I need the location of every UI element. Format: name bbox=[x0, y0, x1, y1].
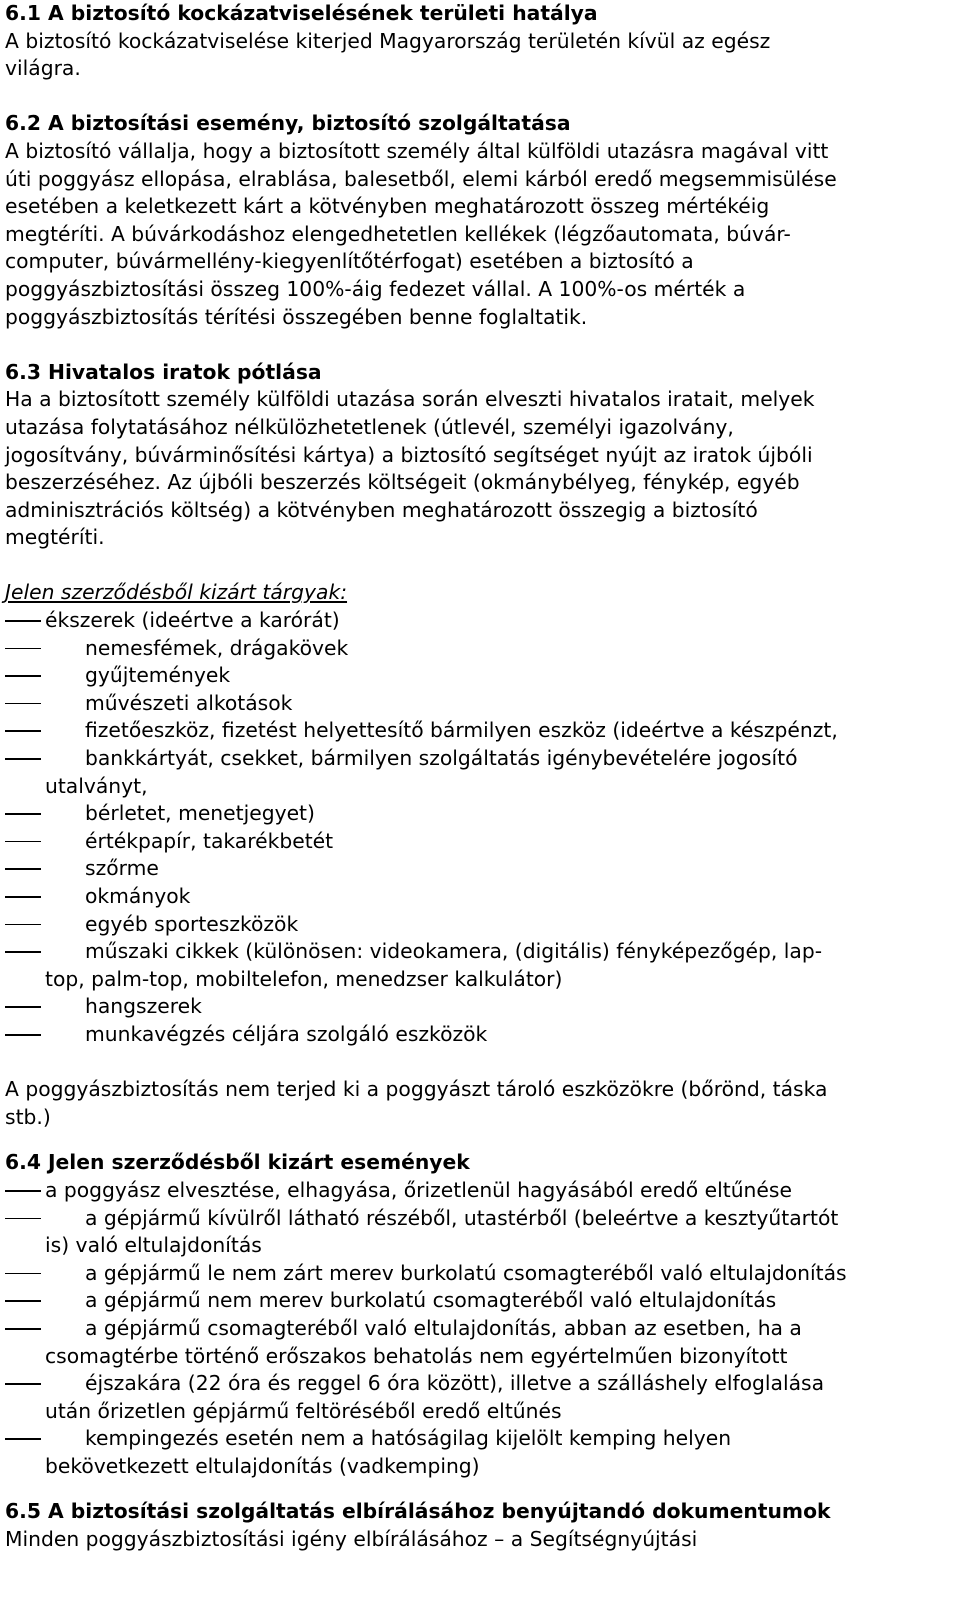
excluded-items-section bbox=[5, 579, 950, 1131]
list-item bbox=[5, 1425, 950, 1453]
list-item-continuation: után őrizetlen gépjármű feltöréséből eredő eltűnés bbox=[45, 1398, 562, 1423]
paragraph-line: poggyászbiztosítás térítési összegében benne foglaltatik. bbox=[5, 304, 588, 329]
list-item-text: a gépjármű le nem zárt merev burkolatú csomagteréből való eltulajdonítás bbox=[85, 1260, 847, 1285]
paragraph-line: esetében a keletkezett kárt a kötvényben meghatározott összeg mértékéig bbox=[5, 194, 770, 219]
list-item-text: a gépjármű nem merev burkolatú csomagteréből való eltulajdonítás bbox=[85, 1288, 777, 1313]
spacer bbox=[5, 1049, 950, 1077]
list-item-text: hangszerek bbox=[85, 994, 202, 1019]
list-item bbox=[5, 1205, 950, 1233]
dash-bullet-icon bbox=[5, 1438, 41, 1440]
dash-bullet-icon bbox=[5, 841, 41, 843]
section-6-1 bbox=[5, 0, 950, 83]
paragraph-line: Minden poggyászbiztosítási igény elbírálásához – a Segítségnyújtási bbox=[5, 1527, 698, 1552]
list-item bbox=[5, 993, 950, 1021]
list-item-text: nemesfémek, drágakövek bbox=[85, 635, 349, 660]
dash-bullet-icon bbox=[5, 703, 41, 705]
paragraph-line: jogosítvány, búvárminősítési kártya) a biztosító segítséget nyújt az iratok újbóli bbox=[5, 442, 813, 467]
paragraph-line: világra. bbox=[5, 56, 81, 81]
list-item-text: művészeti alkotások bbox=[85, 690, 293, 715]
list-item-text: szőrme bbox=[85, 856, 159, 881]
dash-bullet-icon bbox=[5, 1006, 41, 1008]
list-item-text: munkavégzés céljára szolgáló eszközök bbox=[85, 1021, 488, 1046]
list-item-text: gyűjtemények bbox=[85, 663, 231, 688]
paragraph-line: computer, búvármellény-kiegyenlítőtérfogat) esetében a biztosító a bbox=[5, 249, 694, 274]
dash-bullet-icon bbox=[5, 1218, 41, 1220]
dash-bullet-icon bbox=[5, 1273, 41, 1275]
dash-bullet-icon bbox=[5, 868, 41, 870]
paragraph-line: A biztosító kockázatviselése kiterjed Magyarország területén kívül az egész bbox=[5, 28, 771, 53]
list-item bbox=[5, 1021, 950, 1049]
paragraph-line: utazása folytatásához nélkülözhetetlenek (útlevél, személyi igazolvány, bbox=[5, 414, 734, 439]
list-item-text: kempingezés esetén nem a hatóságilag kijelölt kemping helyen bbox=[85, 1426, 732, 1451]
dash-bullet-icon bbox=[5, 730, 41, 732]
section-6-5 bbox=[5, 1498, 950, 1553]
dash-bullet-icon bbox=[5, 1034, 41, 1036]
list-item bbox=[5, 1177, 950, 1205]
section-6-4-heading: 6.4 Jelen szerződésből kizárt események bbox=[5, 1150, 470, 1175]
paragraph-line: megtéríti. bbox=[5, 525, 105, 550]
list-item-text: bérletet, menetjegyet) bbox=[85, 801, 315, 826]
section-6-3-heading: 6.3 Hivatalos iratok pótlása bbox=[5, 359, 322, 384]
list-item-text: éjszakára (22 óra és reggel 6 óra között), illetve a szálláshely elfoglalása bbox=[85, 1371, 825, 1396]
section-6-4 bbox=[5, 1149, 950, 1480]
dash-bullet-icon bbox=[5, 1328, 41, 1330]
list-item bbox=[5, 662, 950, 690]
spacer bbox=[5, 1480, 950, 1498]
paragraph-line: adminisztrációs költség) a kötvényben meghatározott összegig a biztosító bbox=[5, 497, 758, 522]
list-item bbox=[5, 745, 950, 773]
list-item bbox=[5, 607, 950, 635]
dash-bullet-icon bbox=[5, 1190, 41, 1192]
list-item-text: bankkártyát, csekket, bármilyen szolgáltatás igénybevételére jogosító bbox=[85, 746, 798, 771]
list-item-text: okmányok bbox=[85, 884, 191, 908]
list-item-continuation: is) való eltulajdonítás bbox=[45, 1233, 262, 1258]
document-page bbox=[5, 0, 950, 1554]
list-item bbox=[5, 828, 950, 856]
dash-bullet-icon bbox=[5, 1383, 41, 1385]
list-item bbox=[5, 635, 950, 663]
note-line: stb.) bbox=[5, 1104, 51, 1129]
list-item bbox=[5, 855, 950, 883]
spacer bbox=[5, 1131, 950, 1149]
list-item bbox=[5, 1260, 950, 1288]
section-6-5-heading: 6.5 A biztosítási szolgáltatás elbírálásához benyújtandó dokumentumok bbox=[5, 1499, 831, 1524]
list-item-text: műszaki cikkek (különösen: videokamera, (digitális) fényképezőgép, lap- bbox=[85, 939, 823, 964]
paragraph-line: A biztosító vállalja, hogy a biztosított személy által külföldi utazásra magával vitt bbox=[5, 138, 829, 163]
list-item bbox=[5, 938, 950, 966]
note-line: A poggyászbiztosítás nem terjed ki a poggyászt tároló eszközökre (bőrönd, táska bbox=[5, 1077, 828, 1102]
spacer bbox=[5, 83, 950, 111]
paragraph-line: úti poggyász ellopása, elrablása, balesetből, elemi kárból eredő megsemmisülése bbox=[5, 166, 837, 191]
dash-bullet-icon bbox=[5, 758, 41, 760]
list-item-text: a gépjármű csomagteréből való eltulajdonítás, abban az esetben, ha a bbox=[85, 1315, 802, 1340]
section-6-2 bbox=[5, 110, 950, 331]
dash-bullet-icon bbox=[5, 951, 41, 953]
paragraph-line: beszerzéséhez. Az újbóli beszerzés költségeit (okmánybélyeg, fénykép, egyéb bbox=[5, 470, 800, 495]
list-item-text: egyéb sporteszközök bbox=[85, 911, 299, 936]
dash-bullet-icon bbox=[5, 675, 41, 677]
section-6-3 bbox=[5, 359, 950, 552]
dash-bullet-icon bbox=[5, 924, 41, 926]
list-item bbox=[5, 800, 950, 828]
paragraph-line: megtéríti. A búvárkodáshoz elengedhetetlen kellékek (légzőautomata, búvár- bbox=[5, 221, 791, 246]
dash-bullet-icon bbox=[5, 896, 41, 898]
list-item bbox=[5, 1315, 950, 1343]
list-item-continuation: utalványt, bbox=[45, 773, 148, 798]
section-6-2-heading: 6.2 A biztosítási esemény, biztosító szolgáltatása bbox=[5, 111, 571, 136]
list-item bbox=[5, 690, 950, 718]
list-item bbox=[5, 1370, 950, 1398]
list-item-continuation: csomagtérbe történő erőszakos behatolás nem egyértelműen bizonyított bbox=[45, 1343, 788, 1368]
paragraph-line: Ha a biztosított személy külföldi utazása során elveszti hivatalos iratait, melyek bbox=[5, 387, 815, 412]
list-item bbox=[5, 1287, 950, 1315]
list-item bbox=[5, 911, 950, 939]
section-6-1-heading: 6.1 A biztosító kockázatviselésének területi hatálya bbox=[5, 1, 598, 25]
list-item-continuation: bekövetkezett eltulajdonítás (vadkemping) bbox=[45, 1453, 480, 1478]
list-item bbox=[5, 717, 950, 745]
list-item-text: ékszerek (ideértve a karórát) bbox=[45, 608, 340, 633]
list-item-continuation: top, palm-top, mobiltelefon, menedzser kalkulátor) bbox=[45, 966, 563, 991]
dash-bullet-icon bbox=[5, 813, 41, 815]
list-item-text: fizetőeszköz, fizetést helyettesítő bármilyen eszköz (ideértve a készpénzt, bbox=[85, 718, 838, 743]
dash-bullet-icon bbox=[5, 1300, 41, 1302]
paragraph-line: poggyászbiztosítási összeg 100%-áig fedezet vállal. A 100%-os mérték a bbox=[5, 276, 746, 301]
list-item-text: a gépjármű kívülről látható részéből, utastérből (beleértve a kesztyűtartót bbox=[85, 1205, 839, 1230]
excluded-items-title: Jelen szerződésből kizárt tárgyak: bbox=[5, 580, 348, 605]
spacer bbox=[5, 331, 950, 359]
spacer bbox=[5, 552, 950, 580]
list-item-text: a poggyász elvesztése, elhagyása, őrizetlenül hagyásából eredő eltűnése bbox=[45, 1177, 792, 1202]
list-item-text: értékpapír, takarékbetét bbox=[85, 828, 334, 853]
dash-bullet-icon bbox=[5, 620, 41, 622]
list-item bbox=[5, 883, 950, 911]
dash-bullet-icon bbox=[5, 648, 41, 650]
